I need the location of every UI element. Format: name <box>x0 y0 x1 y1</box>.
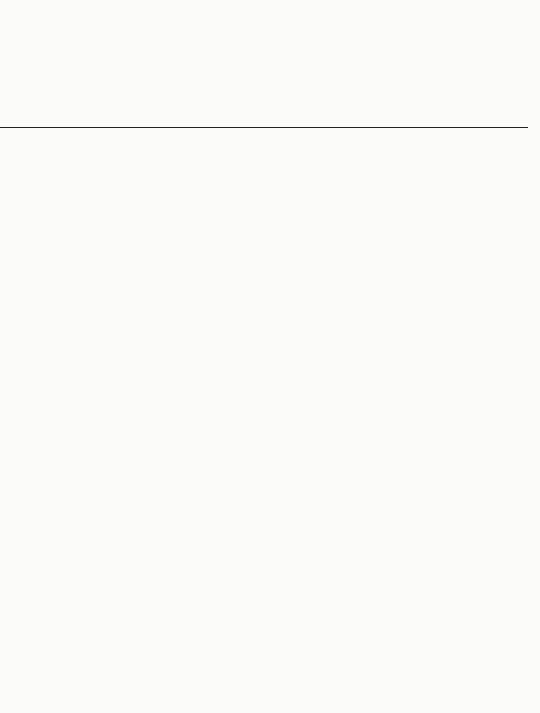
header-rule <box>0 127 528 128</box>
